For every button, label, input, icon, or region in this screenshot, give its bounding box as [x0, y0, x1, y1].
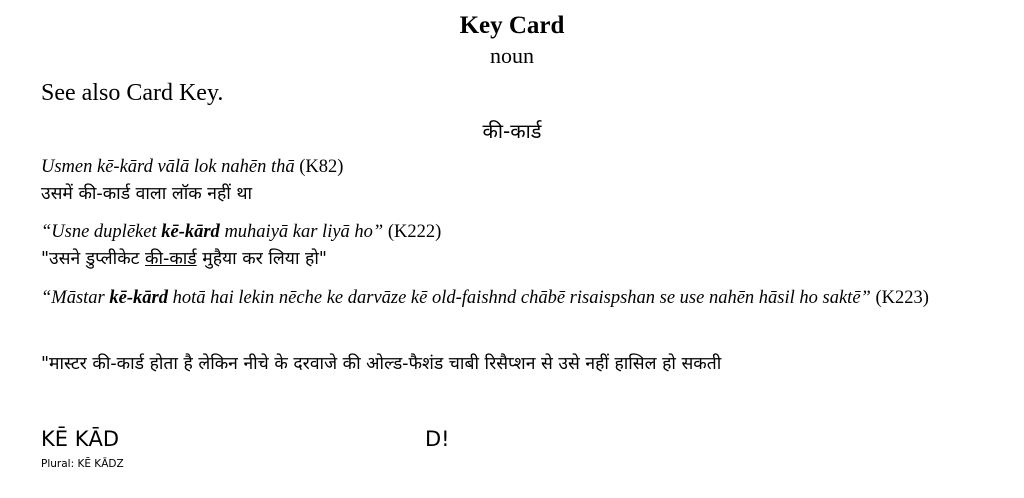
example-1-hindi: उसमें की-कार्ड वाला लॉक नहीं था: [41, 184, 253, 204]
example-3-text-start: “Māstar: [41, 288, 110, 308]
part-of-speech: noun: [490, 43, 534, 68]
example-2-hindi-start: "उसने डुप्लीकेट: [41, 249, 146, 269]
see-also-note: See also Card Key.: [41, 80, 224, 106]
example-2-keyword: kē-kārd: [161, 222, 220, 242]
example-2-text-start: “Usne duplēket: [41, 222, 162, 242]
example-2-text-end: muhaiyā kar liyā ho”: [219, 222, 384, 242]
example-2-hindi-keyword: की-कार्ड: [145, 249, 197, 269]
example-2-transliteration: [41, 222, 441, 243]
example-3-keyword: kē-kārd: [109, 288, 168, 308]
example-2-reference: (K222): [387, 222, 442, 242]
plural-form: Plural: KĒ KĀDZ: [41, 458, 124, 470]
example-2-hindi-end: मुहैया कर लिया हो": [196, 249, 327, 269]
example-1-text: Usmen kē-kārd vālā lok nahēn thā: [41, 157, 295, 177]
example-3-hindi: "मास्टर की-कार्ड होता है लेकिन नीचे के दरवाजे की ओल्ड-फैशंड चाबी रिसैप्शन से उसे नहीं हासिल हो सकती: [41, 354, 722, 374]
example-1-transliteration: [41, 157, 343, 178]
example-3-reference: (K223): [875, 288, 929, 308]
example-3-text-end: hotā hai lekin nēche ke darvāze kē old-faishnd chābē risaispshan se use nahēn hāsil ho saktē”: [167, 288, 871, 308]
example-1-reference: (K82): [299, 157, 344, 177]
pronunciation-spelling: KĒ KĀD: [41, 427, 120, 451]
example-2-hindi: [41, 246, 327, 270]
headword-title: Key Card: [459, 12, 565, 39]
hindi-headword: की-कार्ड: [482, 119, 542, 143]
example-3-transliteration: [41, 286, 983, 310]
pronunciation-tone: D!: [425, 427, 450, 451]
